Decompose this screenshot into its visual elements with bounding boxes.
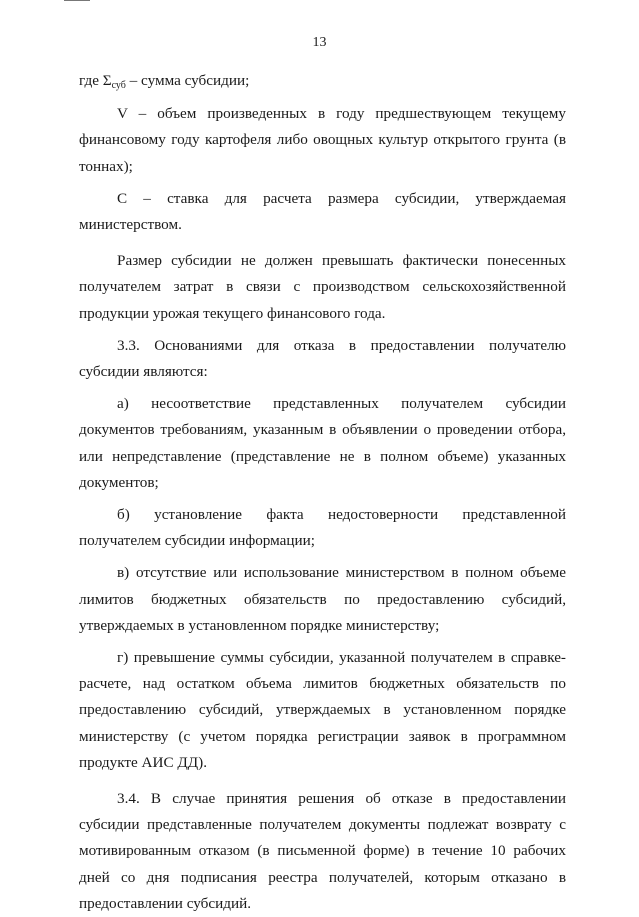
paragraph-item-g: г) превышение суммы субсидии, указанной получателем в справке-расчете, над остатком объема лимитов бюджетных обязательств по предоставлению субсидий, утверждаемых в установленном порядке министерству (с учетом порядка регистрации заявок в программном продукте АИС ДД). xyxy=(79,649,566,771)
paragraph-v-definition: V – объем произведенных в году предшествующем текущему финансовому году картофеля либо овощных культур открытого грунта (в тоннах); xyxy=(79,105,566,175)
scan-edge-mark xyxy=(64,0,90,4)
page-number: 13 xyxy=(312,35,327,50)
paragraph-clause-3-4: 3.4. В случае принятия решения об отказе в предоставлении субсидии представленные получателем документы подлежат возврату с мотивированным отказом (в письменной форме) в течение 10 рабочих дней со дня подписания реестра получателей, которым отказано в предоставлении субсидий. xyxy=(79,790,566,912)
paragraph-c-definition: С – ставка для расчета размера субсидии, утверждаемая министерством. xyxy=(79,189,566,234)
formula-subscript: суб xyxy=(111,80,126,91)
document-body xyxy=(79,68,566,917)
formula-suffix: – сумма субсидии; xyxy=(125,72,250,89)
paragraph-item-v: в) отсутствие или использование министерством в полном объеме лимитов бюджетных обязательств по предоставлению субсидий, утверждаемых в установленном порядке министерству; xyxy=(79,564,566,634)
formula-definition-sum xyxy=(79,68,566,99)
formula-prefix: где Σ xyxy=(79,72,112,89)
paragraph-size-limit: Размер субсидии не должен превышать фактически понесенных получателем затрат в связи с производством сельскохозяйственной продукции урожая текущего финансового года. xyxy=(79,252,566,322)
paragraph-item-b: б) установление факта недостоверности представленной получателем субсидии информации; xyxy=(79,506,566,550)
paragraph-item-a: а) несоответствие представленных получателем субсидии документов требованиям, указанным в объявлении о проведении отбора, или непредставление (представление не в полном объеме) указанных документов; xyxy=(79,395,566,491)
paragraph-clause-3-3: 3.3. Основаниями для отказа в предоставлении получателю субсидии являются: xyxy=(79,336,566,381)
